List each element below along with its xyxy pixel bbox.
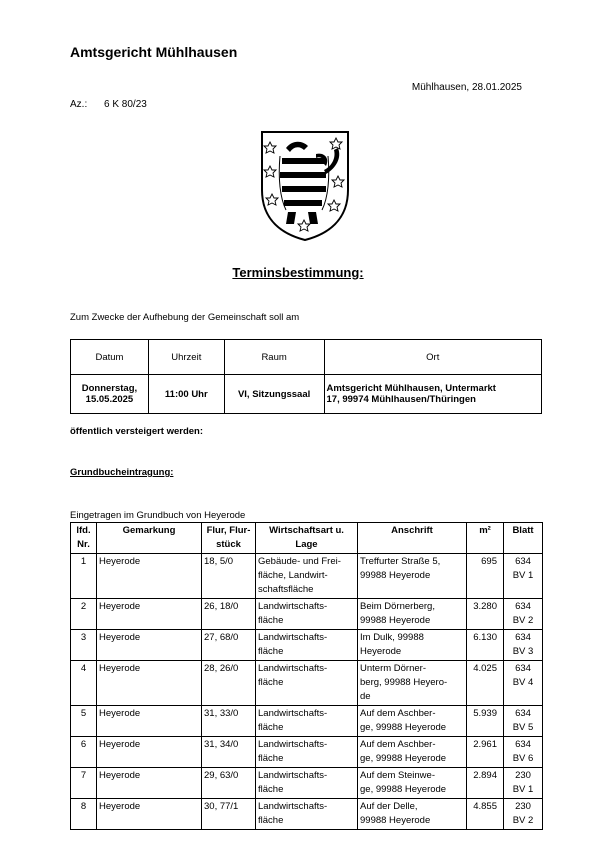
intro-text: Zum Zwecke der Aufhebung der Gemeinschaft soll am	[70, 312, 300, 323]
cell-usage-line: fläche	[258, 646, 284, 657]
cell-parcel: 29, 63/0	[202, 768, 256, 799]
cell-usage-line: fläche	[258, 722, 284, 733]
cell-sheet-line: 634	[515, 601, 531, 612]
cell-nr: 8	[71, 799, 97, 830]
cell-district: Heyerode	[97, 630, 202, 661]
cell-address-line: ge, 99988 Heyerode	[360, 722, 447, 733]
cell-parcel: 31, 34/0	[202, 737, 256, 768]
cell-address-line: Auf dem Aschber-	[360, 708, 436, 719]
cell-address-line: Auf dem Steinwe-	[360, 770, 435, 781]
land-register-intro: Eingetragen im Grundbuch von Heyerode	[70, 510, 246, 521]
cell-sheet-line: 230	[515, 770, 531, 781]
cell-address-line: Beim Dörnerberg,	[360, 601, 435, 612]
cell-sheet	[504, 554, 543, 599]
col-header-address-line: Anschrift	[391, 525, 433, 536]
cell-address-line: Auf dem Aschber-	[360, 739, 436, 750]
cell-parcel: 26, 18/0	[202, 599, 256, 630]
col-header-district	[97, 523, 202, 554]
cell-usage-line: Landwirtschafts-	[258, 708, 328, 719]
col-header-sheet-line: Blatt	[512, 525, 534, 536]
cell-sheet-line: BV 4	[512, 677, 534, 688]
cell-address-line: Treffurter Straße 5,	[360, 556, 441, 567]
table-row	[71, 599, 543, 630]
cell-area: 2.894	[467, 768, 504, 799]
cell-address	[358, 799, 467, 830]
col-header-time: Uhrzeit	[148, 340, 224, 375]
col-header-district-line: Gemarkung	[122, 525, 176, 536]
appointment-date-value: 15.05.2025	[85, 394, 134, 405]
cell-sheet-line: BV 2	[512, 815, 534, 826]
cell-nr: 6	[71, 737, 97, 768]
col-header-usage-line: Lage	[295, 539, 318, 550]
table-row	[71, 630, 543, 661]
table-row	[71, 799, 543, 830]
cell-address-line: ge, 99988 Heyerode	[360, 784, 447, 795]
col-header-parcel-line: stück	[216, 539, 241, 550]
cell-nr: 5	[71, 706, 97, 737]
appointment-time: 11:00 Uhr	[148, 375, 224, 414]
appointment-room: VI, Sitzungssaal	[224, 375, 324, 414]
cell-usage-line: fläche	[258, 677, 284, 688]
cell-sheet-line: BV 3	[512, 646, 534, 657]
table-row	[71, 768, 543, 799]
col-header-parcel-line: Flur, Flur-	[206, 525, 251, 536]
cell-sheet-line: 634	[515, 556, 531, 567]
cell-area: 5.939	[467, 706, 504, 737]
cell-usage-line: Landwirtschafts-	[258, 632, 328, 643]
cell-parcel: 30, 77/1	[202, 799, 256, 830]
cell-sheet	[504, 706, 543, 737]
cell-usage	[256, 554, 358, 599]
cell-sheet-line: BV 6	[512, 753, 534, 764]
cell-area: 6.130	[467, 630, 504, 661]
cell-usage	[256, 768, 358, 799]
cell-address	[358, 768, 467, 799]
cell-usage-line: schaftsfläche	[258, 584, 314, 595]
cell-usage	[256, 599, 358, 630]
cell-usage	[256, 630, 358, 661]
cell-sheet-line: 634	[515, 739, 531, 750]
cell-usage-line: fläche	[258, 815, 284, 826]
cell-sheet-line: BV 1	[512, 570, 534, 581]
cell-address-line: 99988 Heyerode	[360, 815, 431, 826]
cell-district: Heyerode	[97, 554, 202, 599]
parcels-header-row	[71, 523, 543, 554]
cell-address-line: Im Dulk, 99988	[360, 632, 424, 643]
appointment-place	[324, 375, 541, 414]
cell-usage-line: fläche	[258, 784, 284, 795]
cell-address	[358, 599, 467, 630]
appointment-date	[71, 375, 149, 414]
appointment-table	[70, 339, 542, 414]
cell-nr: 4	[71, 661, 97, 706]
cell-address	[358, 706, 467, 737]
appointment-weekday: Donnerstag,	[81, 383, 138, 394]
cell-area: 2.961	[467, 737, 504, 768]
col-header-nr-line: lfd.	[76, 525, 91, 536]
land-register-heading: Grundbucheintragung:	[70, 467, 174, 478]
cell-area: 4.025	[467, 661, 504, 706]
cell-nr: 7	[71, 768, 97, 799]
cell-usage	[256, 737, 358, 768]
cell-address-line: berg, 99988 Heyero-	[360, 677, 448, 688]
col-header-date: Datum	[71, 340, 149, 375]
appointment-place-line: Amtsgericht Mühlhausen, Untermarkt	[326, 383, 496, 394]
cell-parcel: 28, 26/0	[202, 661, 256, 706]
parcels-table	[70, 522, 543, 830]
cell-usage	[256, 661, 358, 706]
cell-address	[358, 554, 467, 599]
cell-parcel: 18, 5/0	[202, 554, 256, 599]
cell-nr: 2	[71, 599, 97, 630]
document-title: Terminsbestimmung:	[232, 265, 364, 280]
cell-usage-line: fläche	[258, 615, 284, 626]
cell-usage-line: Landwirtschafts-	[258, 663, 328, 674]
cell-address	[358, 737, 467, 768]
col-header-nr-line: Nr.	[77, 539, 90, 550]
cell-address-line: Auf der Delle,	[360, 801, 418, 812]
appointment-place-line: 17, 99974 Mühlhausen/Thüringen	[326, 394, 476, 405]
col-header-place: Ort	[324, 340, 541, 375]
cell-usage	[256, 799, 358, 830]
cell-district: Heyerode	[97, 799, 202, 830]
file-number-label: Az.:	[70, 99, 88, 110]
cell-district: Heyerode	[97, 661, 202, 706]
cell-sheet-line: BV 1	[512, 784, 534, 795]
cell-sheet-line: 230	[515, 801, 531, 812]
table-row	[71, 554, 543, 599]
table-row	[71, 661, 543, 706]
cell-usage-line: Landwirtschafts-	[258, 801, 328, 812]
cell-address-line: ge, 99988 Heyerode	[360, 753, 447, 764]
col-header-parcel	[202, 523, 256, 554]
cell-usage-line: Landwirtschafts-	[258, 601, 328, 612]
cell-area: 695	[467, 554, 504, 599]
cell-parcel: 27, 68/0	[202, 630, 256, 661]
col-header-usage	[256, 523, 358, 554]
col-header-area	[467, 523, 504, 554]
cell-usage-line: Landwirtschafts-	[258, 739, 328, 750]
cell-usage-line: Landwirtschafts-	[258, 770, 328, 781]
cell-area: 3.280	[467, 599, 504, 630]
cell-address-line: Unterm Dörner-	[360, 663, 426, 674]
cell-sheet	[504, 661, 543, 706]
place-date: Mühlhausen, 28.01.2025	[411, 82, 522, 93]
table-row	[71, 737, 543, 768]
col-header-area-line: m²	[479, 525, 491, 536]
cell-nr: 3	[71, 630, 97, 661]
cell-district: Heyerode	[97, 706, 202, 737]
cell-sheet	[504, 799, 543, 830]
col-header-usage-line: Wirtschaftsart u.	[269, 525, 344, 536]
cell-sheet-line: BV 2	[512, 615, 534, 626]
cell-sheet-line: BV 5	[512, 722, 534, 733]
cell-district: Heyerode	[97, 737, 202, 768]
col-header-sheet	[504, 523, 543, 554]
cell-sheet-line: 634	[515, 632, 531, 643]
cell-sheet-line: 634	[515, 708, 531, 719]
cell-sheet	[504, 737, 543, 768]
table-row	[71, 706, 543, 737]
cell-address-line: Heyerode	[360, 646, 402, 657]
cell-address	[358, 630, 467, 661]
cell-district: Heyerode	[97, 599, 202, 630]
cell-address-line: 99988 Heyerode	[360, 570, 431, 581]
col-header-address	[358, 523, 467, 554]
cell-address-line: de	[360, 691, 371, 702]
cell-sheet-line: 634	[515, 663, 531, 674]
cell-sheet	[504, 630, 543, 661]
cell-district: Heyerode	[97, 768, 202, 799]
cell-address-line: 99988 Heyerode	[360, 615, 431, 626]
cell-nr: 1	[71, 554, 97, 599]
cell-usage-line: fläche	[258, 753, 284, 764]
cell-address	[358, 661, 467, 706]
cell-usage	[256, 706, 358, 737]
coat-of-arms-thuringia	[258, 128, 352, 242]
col-header-room: Raum	[224, 340, 324, 375]
file-number: 6 K 80/23	[104, 99, 147, 110]
cell-sheet	[504, 768, 543, 799]
cell-area: 4.855	[467, 799, 504, 830]
cell-sheet	[504, 599, 543, 630]
col-header-nr	[71, 523, 97, 554]
cell-parcel: 31, 33/0	[202, 706, 256, 737]
cell-usage-line: Gebäude- und Frei-	[258, 556, 341, 567]
auction-statement: öffentlich versteigert werden:	[70, 426, 204, 437]
cell-usage-line: fläche, Landwirt-	[258, 570, 328, 581]
court-name: Amtsgericht Mühlhausen	[70, 44, 238, 60]
